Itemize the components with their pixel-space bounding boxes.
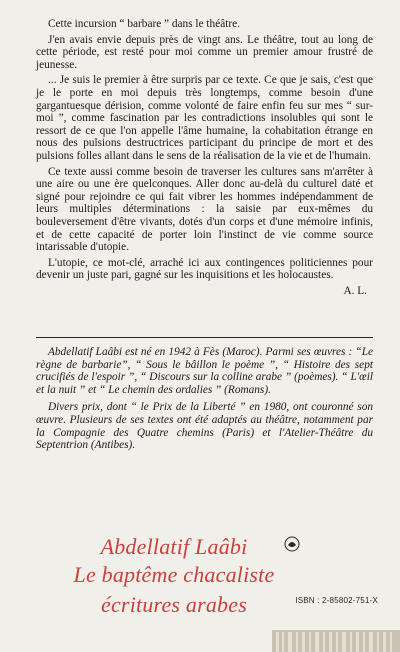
blurb-paragraph-5: L'utopie, ce mot-clé, arraché ici aux contingences politiciennes pour devenir un juste pari, gagné sur les inquisitions et les holocaustes. — [36, 256, 373, 282]
author-bio — [36, 346, 373, 457]
signature: A. L. — [343, 284, 367, 297]
book-title: Le baptême chacaliste — [73, 562, 275, 587]
blurb-paragraph-3: ... Je suis le premier à être surpris par ce texte. Ce que je sais, c'est que je le porte en moi depuis très longtemps, comme besoin d'une gargantuesque dérision, comme volonté de faire enfin feu sur mes “ sur-moi ”, comme fascination par les contradictions insolubles qui sont le ressort de ce que l'on appelle l'âme humaine, la cohabitation étrange en nous des pulsions destructrices participant du principe de mort et des pulsions folles allant dans le sens de la réalisation de la vie et de l'humain. — [36, 74, 373, 162]
divider — [36, 337, 373, 338]
cover-footer — [0, 530, 400, 652]
barcode-strip — [272, 630, 400, 652]
blurb-paragraph-4: Ce texte aussi comme besoin de traverser les cultures sans m'arrêter à une aire ou une ère quelconques. Aller donc au-delà du culturel daté et signé pour rejoindre ce qui fait vibrer les hommes indépendamment de leurs multiples déterminations : la saisie par eux-mêmes du bouleversement d'être vivants, dotés d'un corps et d'une mémoire infinis, et de cette capacité de porter loin l'instinct de vie comme source intarissable d'utopie. — [36, 165, 373, 254]
isbn: ISBN : 2-85802-751-X — [295, 596, 378, 605]
blurb — [36, 18, 373, 297]
bio-paragraph-1: Abdellatif Laâbi est né en 1942 à Fès (Maroc). Parmi ses œuvres : “Le règne de barbarie”, “ Sous le bâillon le poème ”, “ Histoire des sept crucifiés de l'espoir ”, “ Discours sur la colline arabe ” (poèmes). “ L'œil et la nuit ” et “ Le chemin des ordalies ” (Romans). — [36, 346, 373, 396]
blurb-paragraph-2: J'en avais envie depuis près de vingt ans. Le théâtre, tout au long de cette période, est resté pour moi comme un premier amour frustré de jeunesse. — [36, 33, 373, 71]
series-name: écritures arabes — [101, 592, 247, 617]
bio-paragraph-2: Divers prix, dont “ le Prix de la Liberté ” en 1980, ont couronné son œuvre. Plusieurs de ses textes ont été adaptés au théâtre, notamment par la Compagnie des Quatre chemins (Paris) et l'Atelier-Théâtre du Septentrion (Antibes). — [36, 401, 373, 452]
blurb-paragraph-1: Cette incursion “ barbare ” dans le théâtre. — [48, 18, 240, 30]
publisher-logo-icon — [284, 536, 300, 552]
author-name: Abdellatif Laâbi — [100, 534, 248, 559]
